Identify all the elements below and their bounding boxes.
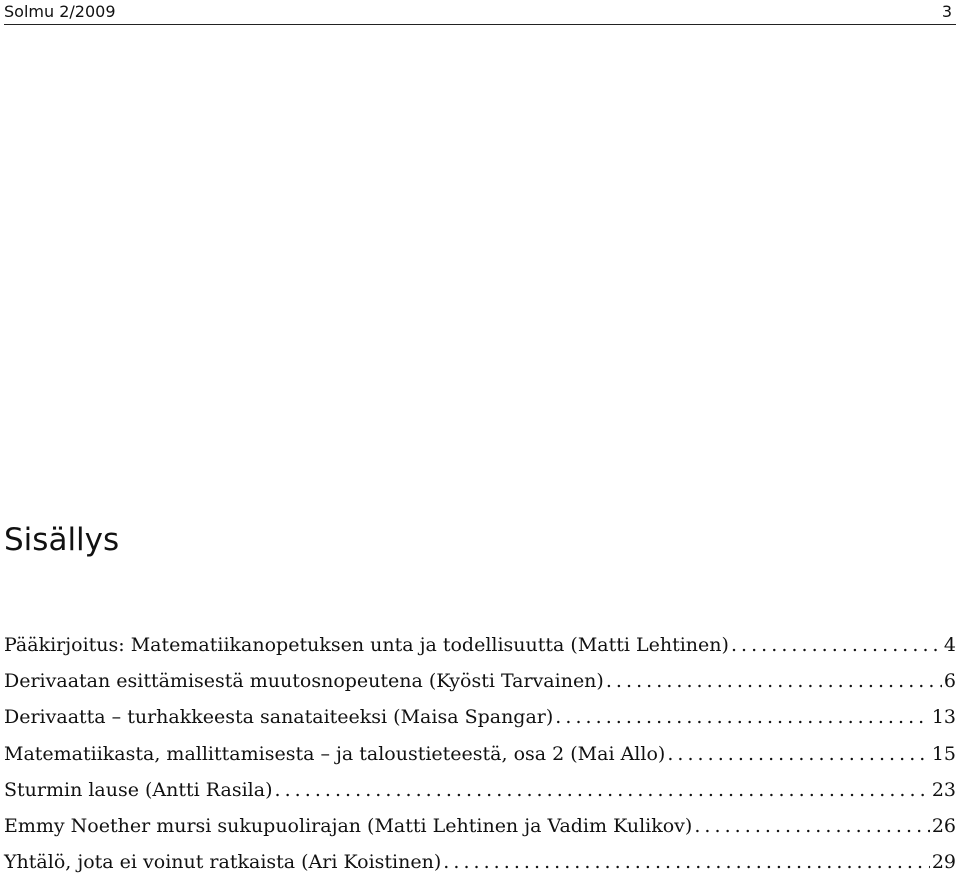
toc-entry-page: 15 [931,742,956,765]
toc-entry-page: 4 [943,634,956,656]
toc-entry [4,849,956,885]
running-header [4,0,956,25]
toc-entry-page: 26 [931,814,956,837]
toc-leader-dots [606,668,942,694]
toc-leader-dots [731,632,942,658]
toc-leader-dots [275,777,930,803]
toc-entry-title: Yhtälö, jota ei voinut ratkaista (Ari Koistinen) [4,851,442,874]
toc-leader-dots [667,741,930,767]
toc-entry [4,813,956,849]
toc-entry-title: Sturmin lause (Antti Rasila) [4,778,273,801]
toc-entry-title: Derivaatta – turhakkeesta sanataiteeksi (Maisa Spangar) [4,706,554,729]
table-of-contents [4,632,956,885]
toc-entry-page: 6 [943,670,956,693]
toc-entry-page: 29 [931,851,956,874]
toc-entry-title: Derivaatan esittämisestä muutosnopeutena (Kyösti Tarvainen) [4,670,604,693]
journal-issue: Solmu 2/2009 [4,2,116,21]
toc-entry [4,704,956,740]
toc-leader-dots [555,704,930,730]
toc-leader-dots [694,813,929,839]
toc-entry [4,668,956,704]
page-number: 3 [941,2,952,21]
toc-entry-title: Matematiikasta, mallittamisesta – ja taloustieteestä, osa 2 (Mai Allo) [4,742,666,765]
toc-entry [4,741,956,777]
toc-entry-page: 13 [931,706,956,729]
toc-entry-page: 23 [931,778,956,801]
toc-entry-title: Emmy Noether mursi sukupuolirajan (Matti Lehtinen ja Vadim Kulikov) [4,814,693,837]
toc-entry [4,777,956,813]
page-title: Sisällys [4,522,120,558]
toc-entry-title: Pääkirjoitus: Matematiikanopetuksen unta ja todellisuutta (Matti Lehtinen) [4,634,729,656]
toc-leader-dots [443,849,930,875]
toc-entry [4,632,956,668]
